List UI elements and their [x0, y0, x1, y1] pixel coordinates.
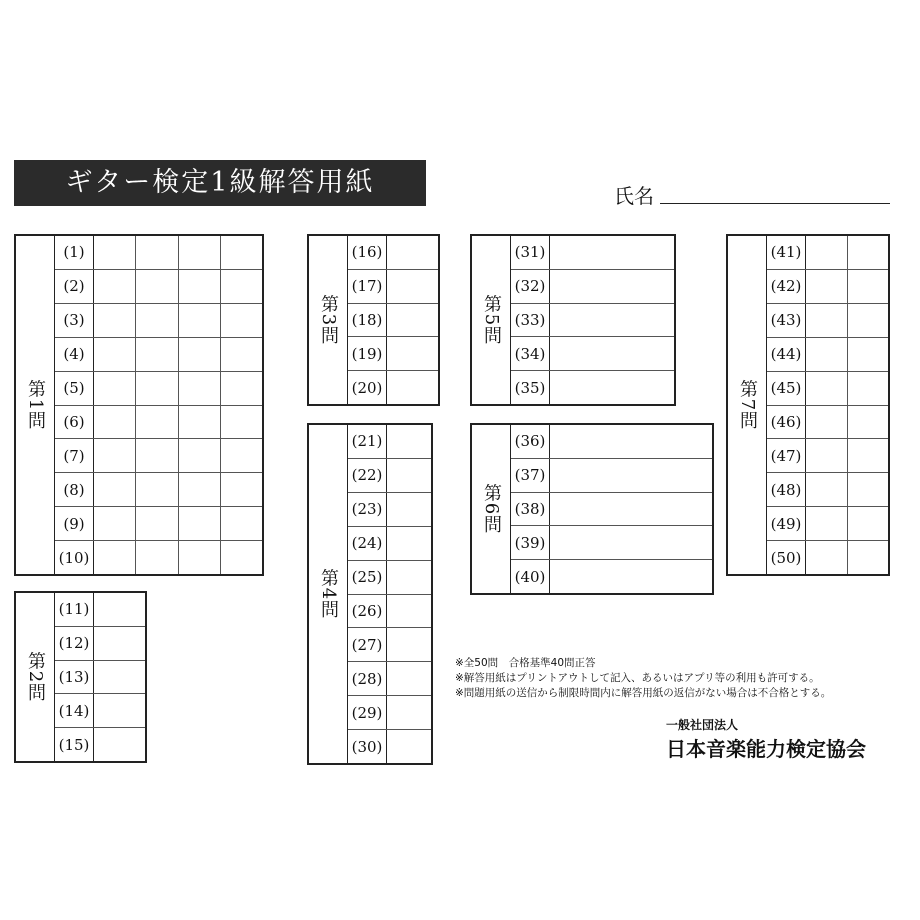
section-6: [470, 423, 714, 595]
question-number: (17): [348, 270, 387, 303]
answer-cell[interactable]: [806, 372, 848, 405]
question-number: (29): [348, 696, 387, 729]
notes: [455, 656, 831, 701]
answer-cell[interactable]: [94, 372, 136, 405]
answer-row: [55, 593, 145, 627]
answer-row: [511, 304, 674, 338]
answer-row: [511, 270, 674, 304]
answer-cell[interactable]: [387, 493, 431, 526]
answer-row: [348, 662, 431, 696]
question-number: (35): [511, 371, 550, 404]
sheet-title: ギター検定1級解答用紙: [14, 160, 426, 206]
answer-cell[interactable]: [387, 696, 431, 729]
answer-cell[interactable]: [179, 236, 221, 269]
answer-cell[interactable]: [136, 406, 178, 439]
answer-row: [348, 236, 438, 270]
answer-cell[interactable]: [179, 304, 221, 337]
question-number: (16): [348, 236, 387, 269]
question-number: (19): [348, 337, 387, 370]
answer-cell[interactable]: [387, 595, 431, 628]
answer-row: [55, 661, 145, 695]
answer-row: [767, 406, 888, 440]
answer-cell[interactable]: [179, 372, 221, 405]
answer-rows: [348, 236, 438, 404]
section-label-text: 第7問: [737, 379, 758, 431]
answer-cell[interactable]: [550, 526, 712, 559]
question-number: (11): [55, 593, 94, 626]
answer-cell[interactable]: [387, 337, 438, 370]
answer-cell[interactable]: [136, 270, 178, 303]
answer-row: [55, 236, 262, 270]
section-7: [726, 234, 890, 576]
section-label-text: 第4問: [318, 568, 339, 620]
answer-cell[interactable]: [806, 439, 848, 472]
answer-rows: [55, 593, 145, 761]
answer-row: [55, 728, 145, 761]
answer-cell[interactable]: [179, 439, 221, 472]
question-number: (2): [55, 270, 94, 303]
answer-cell[interactable]: [94, 541, 136, 574]
answer-cell[interactable]: [221, 473, 262, 506]
question-number: (10): [55, 541, 94, 574]
question-number: (7): [55, 439, 94, 472]
question-number: (36): [511, 425, 550, 458]
answer-row: [348, 304, 438, 338]
question-number: (44): [767, 338, 806, 371]
section-2: [14, 591, 147, 763]
answer-rows: [55, 236, 262, 574]
answer-row: [55, 507, 262, 541]
answer-row: [348, 493, 431, 527]
answer-cell[interactable]: [550, 425, 712, 458]
answer-row: [55, 270, 262, 304]
section-label: [728, 236, 767, 574]
answer-row: [767, 541, 888, 574]
answer-cell[interactable]: [94, 236, 136, 269]
answer-cell[interactable]: [387, 425, 431, 458]
question-number: (43): [767, 304, 806, 337]
answer-cell[interactable]: [179, 473, 221, 506]
answer-cell[interactable]: [221, 304, 262, 337]
answer-cell[interactable]: [387, 628, 431, 661]
question-number: (9): [55, 507, 94, 540]
answer-cell[interactable]: [848, 270, 889, 303]
answer-cell[interactable]: [806, 236, 848, 269]
question-number: (37): [511, 459, 550, 492]
answer-row: [348, 561, 431, 595]
section-label-text: 第6問: [481, 483, 502, 535]
answer-cell[interactable]: [550, 560, 712, 593]
answer-cell[interactable]: [179, 507, 221, 540]
answer-cell[interactable]: [387, 371, 438, 404]
answer-cell[interactable]: [387, 236, 438, 269]
answer-row: [348, 459, 431, 493]
answer-cell[interactable]: [550, 337, 674, 370]
question-number: (30): [348, 730, 387, 763]
answer-cell[interactable]: [179, 338, 221, 371]
section-label: [16, 236, 55, 574]
question-number: (34): [511, 337, 550, 370]
answer-cell[interactable]: [848, 439, 889, 472]
answer-row: [767, 304, 888, 338]
answer-cell[interactable]: [136, 473, 178, 506]
question-number: (22): [348, 459, 387, 492]
answer-cell[interactable]: [806, 406, 848, 439]
section-label: [472, 425, 511, 593]
organization-name: 日本音楽能力検定協会: [666, 737, 866, 761]
note-line: ※問題用紙の送信から制限時間内に解答用紙の返信がない場合は不合格とする。: [455, 687, 832, 699]
question-number: (20): [348, 371, 387, 404]
answer-cell[interactable]: [94, 694, 145, 727]
section-label-text: 第3問: [318, 294, 339, 346]
answer-row: [55, 439, 262, 473]
question-number: (45): [767, 372, 806, 405]
answer-cell[interactable]: [387, 662, 431, 695]
answer-row: [55, 372, 262, 406]
note-line: ※全50問 合格基準40問正答: [455, 657, 596, 669]
answer-cell[interactable]: [848, 236, 889, 269]
section-5: [470, 234, 676, 406]
section-label: [309, 236, 348, 404]
answer-cell[interactable]: [94, 728, 145, 761]
question-number: (6): [55, 406, 94, 439]
answer-cell[interactable]: [848, 507, 889, 540]
answer-row: [55, 694, 145, 728]
answer-cell[interactable]: [806, 338, 848, 371]
answer-cell[interactable]: [848, 304, 889, 337]
answer-row: [511, 459, 712, 493]
answer-cell[interactable]: [136, 372, 178, 405]
answer-row: [767, 270, 888, 304]
question-number: (28): [348, 662, 387, 695]
answer-cell[interactable]: [94, 627, 145, 660]
answer-row: [348, 628, 431, 662]
answer-row: [511, 560, 712, 593]
answer-row: [767, 338, 888, 372]
section-label-text: 第2問: [25, 651, 46, 703]
answer-row: [348, 337, 438, 371]
question-number: (21): [348, 425, 387, 458]
answer-cell[interactable]: [94, 439, 136, 472]
question-number: (48): [767, 473, 806, 506]
answer-cell[interactable]: [550, 270, 674, 303]
name-label: 氏名: [614, 184, 654, 208]
answer-row: [767, 372, 888, 406]
answer-cell[interactable]: [94, 593, 145, 626]
answer-row: [348, 527, 431, 561]
answer-row: [767, 236, 888, 270]
answer-cell[interactable]: [387, 527, 431, 560]
question-number: (15): [55, 728, 94, 761]
question-number: (50): [767, 541, 806, 574]
answer-row: [55, 304, 262, 338]
answer-cell[interactable]: [387, 561, 431, 594]
answer-cell[interactable]: [179, 406, 221, 439]
question-number: (32): [511, 270, 550, 303]
answer-cell[interactable]: [94, 507, 136, 540]
question-number: (14): [55, 694, 94, 727]
answer-cell[interactable]: [848, 372, 889, 405]
answer-cell[interactable]: [221, 236, 262, 269]
answer-row: [348, 270, 438, 304]
answer-cell[interactable]: [387, 730, 431, 763]
answer-cell[interactable]: [221, 372, 262, 405]
answer-cell[interactable]: [136, 338, 178, 371]
answer-cell[interactable]: [221, 541, 262, 574]
question-number: (47): [767, 439, 806, 472]
answer-cell[interactable]: [550, 459, 712, 492]
answer-cell[interactable]: [136, 304, 178, 337]
answer-cell[interactable]: [136, 236, 178, 269]
answer-cell[interactable]: [550, 371, 674, 404]
answer-cell[interactable]: [136, 507, 178, 540]
question-number: (31): [511, 236, 550, 269]
answer-row: [55, 541, 262, 574]
answer-cell[interactable]: [387, 304, 438, 337]
answer-cell[interactable]: [806, 270, 848, 303]
question-number: (13): [55, 661, 94, 694]
question-number: (18): [348, 304, 387, 337]
answer-row: [511, 425, 712, 459]
answer-cell[interactable]: [136, 439, 178, 472]
answer-cell[interactable]: [848, 541, 889, 574]
question-number: (25): [348, 561, 387, 594]
section-label: [16, 593, 55, 761]
answer-cell[interactable]: [550, 493, 712, 526]
answer-cell[interactable]: [806, 473, 848, 506]
question-number: (41): [767, 236, 806, 269]
section-3: [307, 234, 440, 406]
answer-rows: [348, 425, 431, 763]
section-label-text: 第1問: [25, 379, 46, 431]
name-field[interactable]: [660, 203, 890, 204]
question-number: (33): [511, 304, 550, 337]
answer-row: [767, 439, 888, 473]
answer-row: [511, 236, 674, 270]
question-number: (24): [348, 527, 387, 560]
question-number: (40): [511, 560, 550, 593]
answer-cell[interactable]: [179, 270, 221, 303]
answer-row: [348, 730, 431, 763]
answer-row: [511, 371, 674, 404]
section-1: [14, 234, 264, 576]
question-number: (27): [348, 628, 387, 661]
organization-type: 一般社団法人: [666, 718, 739, 732]
question-number: (3): [55, 304, 94, 337]
answer-cell[interactable]: [550, 236, 674, 269]
answer-row: [767, 473, 888, 507]
answer-row: [55, 406, 262, 440]
answer-cell[interactable]: [806, 507, 848, 540]
answer-cell[interactable]: [221, 507, 262, 540]
answer-cell[interactable]: [806, 304, 848, 337]
answer-cell[interactable]: [387, 459, 431, 492]
answer-row: [55, 338, 262, 372]
answer-rows: [767, 236, 888, 574]
question-number: (42): [767, 270, 806, 303]
answer-rows: [511, 425, 712, 593]
answer-cell[interactable]: [387, 270, 438, 303]
answer-cell[interactable]: [848, 406, 889, 439]
answer-cell[interactable]: [221, 338, 262, 371]
answer-row: [511, 337, 674, 371]
question-number: (1): [55, 236, 94, 269]
answer-cell[interactable]: [94, 406, 136, 439]
answer-row: [55, 473, 262, 507]
answer-cell[interactable]: [221, 270, 262, 303]
answer-cell[interactable]: [94, 473, 136, 506]
section-label: [309, 425, 348, 763]
answer-row: [767, 507, 888, 541]
answer-cell[interactable]: [550, 304, 674, 337]
answer-row: [348, 595, 431, 629]
answer-cell[interactable]: [136, 541, 178, 574]
answer-row: [348, 371, 438, 404]
question-number: (46): [767, 406, 806, 439]
question-number: (38): [511, 493, 550, 526]
question-number: (39): [511, 526, 550, 559]
question-number: (49): [767, 507, 806, 540]
answer-cell[interactable]: [221, 439, 262, 472]
answer-row: [511, 526, 712, 560]
answer-cell[interactable]: [94, 270, 136, 303]
question-number: (8): [55, 473, 94, 506]
answer-cell[interactable]: [848, 473, 889, 506]
answer-row: [348, 425, 431, 459]
answer-row: [511, 493, 712, 527]
section-label-text: 第5問: [481, 294, 502, 346]
answer-cell[interactable]: [848, 338, 889, 371]
answer-row: [348, 696, 431, 730]
answer-cell[interactable]: [806, 541, 848, 574]
section-label: [472, 236, 511, 404]
question-number: (4): [55, 338, 94, 371]
note-line: ※解答用紙はプリントアウトして記入、あるいはアプリ等の利用も許可する。: [455, 672, 820, 684]
question-number: (12): [55, 627, 94, 660]
answer-cell[interactable]: [94, 304, 136, 337]
answer-cell[interactable]: [94, 338, 136, 371]
question-number: (5): [55, 372, 94, 405]
section-4: [307, 423, 433, 765]
answer-cell[interactable]: [94, 661, 145, 694]
answer-cell[interactable]: [179, 541, 221, 574]
answer-cell[interactable]: [221, 406, 262, 439]
question-number: (23): [348, 493, 387, 526]
answer-rows: [511, 236, 674, 404]
answer-row: [55, 627, 145, 661]
question-number: (26): [348, 595, 387, 628]
